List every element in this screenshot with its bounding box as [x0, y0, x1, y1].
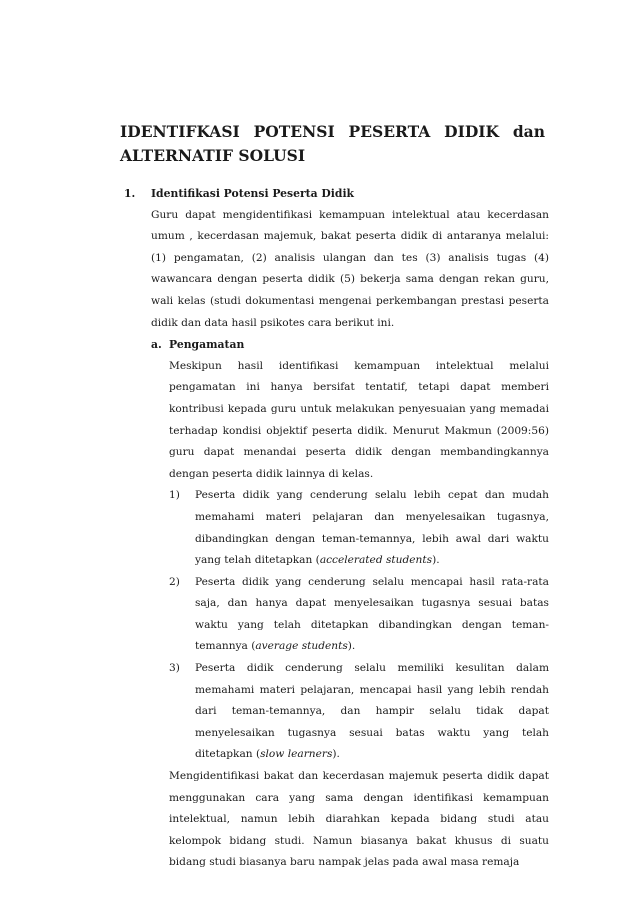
list-item [169, 658, 549, 766]
subsection-a-number: a. [151, 338, 162, 352]
section-1 [124, 183, 549, 874]
section-1-paragraph: Guru dapat mengidentifikasi kemampuan intelektual atau kecerdasan umum , kecerdasan majemuk, bakat peserta didik di antaranya melalui: (1) pengamatan, (2) analisis ulangan dan tes (3) analisis tugas (4) wawancara dengan peserta didik (5) bekerja sama dengan rekan guru, wali kelas (studi dokumentasi mengenai perkembangan prestasi peserta didik dan data hasil psikotes cara berikut ini. [151, 208, 549, 329]
list-item [169, 572, 549, 658]
list-item-number: 2) [169, 575, 180, 588]
section-1-number: 1. [124, 187, 136, 200]
list-item-term: average students [255, 640, 348, 653]
list-item-number: 1) [169, 489, 180, 502]
subsection-a-closing: Mengidentifikasi bakat dan kecerdasan majemuk peserta didik dapat menggunakan cara yang sama dengan identifikasi kemampuan intelektual, namun lebih diarahkan kepada bidang studi atau kelompok bidang studi. Namun biasanya bakat khusus di suatu bidang studi biasanya baru nampak jelas pada awal masa remaja [169, 770, 549, 869]
title-line-2: ALTERNATIF SOLUSI [120, 146, 306, 165]
subsection-a-heading [151, 334, 549, 356]
section-1-title: Identifikasi Potensi Peserta Didik [151, 187, 355, 200]
list-item-text: Peserta didik yang cenderung selalu lebih cepat dan mudah memahami materi pelajaran dan menyelesaikan tugasnya, dibandingkan dengan teman-temannya, lebih awal dari waktu yang telah ditetapkan (accelerated students). [195, 489, 549, 567]
subsection-a-paragraph: Meskipun hasil identifikasi kemampuan intelektual melalui pengamatan ini hanya bersifat tentatif, tetapi dapat memberi kontribusi kepada guru untuk melakukan penyesuaian yang memadai terhadap kondisi objektif peserta didik. Menurut Makmun (2009:56) guru dapat menandai peserta didik dengan membandingkannya dengan peserta didik lainnya di kelas. [169, 359, 549, 480]
list-item-term: slow learners [260, 748, 333, 761]
document-title [120, 120, 545, 168]
subsection-a-title: Pengamatan [169, 338, 245, 352]
title-line-1: IDENTIFKASI POTENSI PESERTA DIDIK dan [120, 122, 545, 141]
section-1-heading [124, 183, 549, 205]
list-item-text: Peserta didik cenderung selalu memiliki kesulitan dalam memahami materi pelajaran, mencapai hasil yang lebih rendah dari teman-temannya, dan hampir selalu tidak dapat menyelesaikan tugasnya sesuai batas waktu yang telah ditetapkan (slow learners). [195, 662, 549, 761]
list-item-text: Peserta didik yang cenderung selalu mencapai hasil rata-rata saja, dan hanya dapat menyelesaikan tugasnya sesuai batas waktu yang telah ditetapkan dibandingkan dengan teman-temannya (average students). [195, 575, 549, 653]
list-item-number: 3) [169, 662, 180, 675]
list-item-term: accelerated students [319, 554, 433, 567]
list-item [169, 485, 549, 571]
